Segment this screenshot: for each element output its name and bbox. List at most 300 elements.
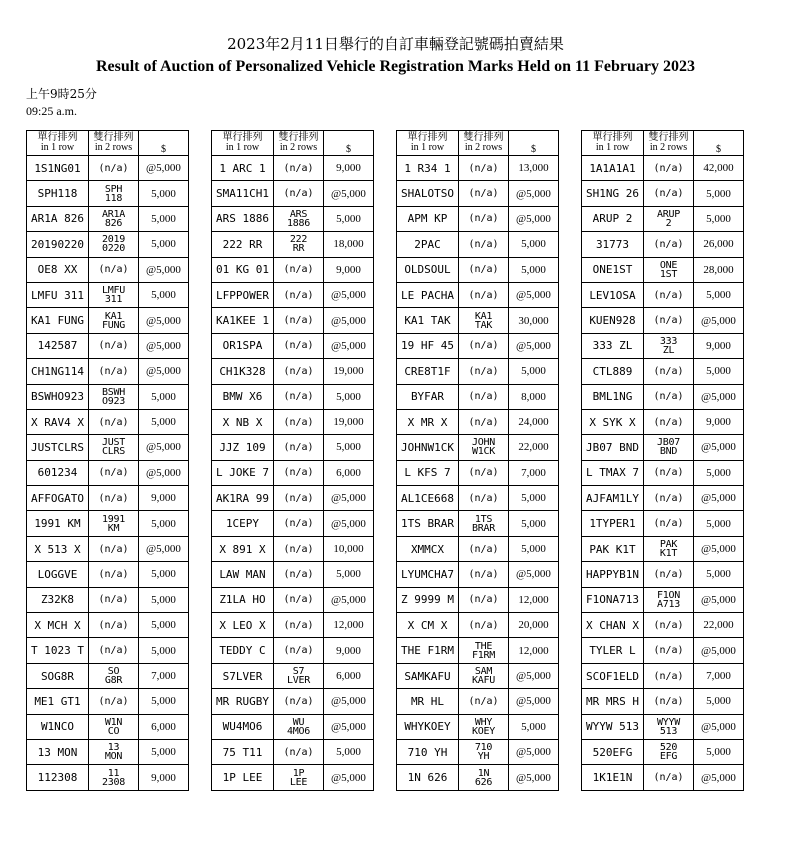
mark-line-1: 1P [292,767,305,779]
price-cell: 5,000 [509,257,559,282]
mark-two-rows: (n/a) [644,156,694,181]
mark-two-rows [89,384,139,409]
mark-one-row: X LEO X [212,613,274,638]
mark-line-1: ONE [659,259,678,271]
mark-two-rows: (n/a) [274,156,324,181]
price-cell: 7,000 [139,663,189,688]
mark-one-row: BML1NG [582,384,644,409]
mark-line-2: KOEY [472,725,495,737]
table-row [27,739,189,764]
mark-two-rows: (n/a) [459,460,509,485]
mark-one-row: LYUMCHA7 [397,562,459,587]
header-one-row [212,131,274,156]
header-two-rows-en: in 2 rows [94,142,133,153]
mark-two-rows: (n/a) [89,409,139,434]
mark-one-row: JOHNW1CK [397,435,459,460]
table-row [27,257,189,282]
mark-one-row: SAMKAFU [397,663,459,688]
price-cell: 13,000 [509,156,559,181]
mark-two-rows: (n/a) [274,613,324,638]
mark-line-1: WYYW [657,716,680,728]
mark-one-row: ARS 1886 [212,206,274,231]
table-row [212,409,374,434]
price-cell: 9,000 [139,486,189,511]
price-cell: 5,000 [324,562,374,587]
price-cell: 12,000 [509,638,559,663]
mark-two-rows [644,714,694,739]
mark-line-2: G8R [104,675,123,686]
table-row [27,282,189,307]
mark-one-row: LFPPOWER [212,282,274,307]
price-cell: @5,000 [139,257,189,282]
price-cell: @5,000 [694,714,744,739]
table-row [582,156,744,181]
header-one-row-en: in 1 row [225,142,260,153]
mark-one-row: LMFU 311 [27,282,89,307]
table-row [582,562,744,587]
mark-one-row: MR RUGBY [212,689,274,714]
mark-one-row: LE PACHA [397,282,459,307]
mark-one-row: 13 MON [27,739,89,764]
mark-one-row: 1CEPY [212,511,274,536]
mark-one-row: 1TS BRAR [397,511,459,536]
table-row [27,206,189,231]
table-row [397,409,559,434]
table-row [582,384,744,409]
mark-two-rows: (n/a) [274,435,324,460]
mark-two-rows: (n/a) [274,460,324,485]
price-cell: 5,000 [139,739,189,764]
mark-two-rows: (n/a) [89,536,139,561]
mark-two-rows: (n/a) [459,181,509,206]
mark-one-row: 31773 [582,232,644,257]
mark-line-2: W1CK [472,446,495,458]
mark-one-row: BYFAR [397,384,459,409]
mark-line-1: BSWH [102,386,125,398]
price-cell: @5,000 [139,435,189,460]
mark-two-rows: (n/a) [274,562,324,587]
table-row [212,384,374,409]
price-cell: @5,000 [694,384,744,409]
table-row [212,282,374,307]
mark-line-2: YH [477,751,490,763]
mark-two-rows: (n/a) [644,308,694,333]
mark-line-1: SPH [104,183,123,195]
table-row [397,206,559,231]
mark-one-row: Z1LA HO [212,587,274,612]
mark-line-1: 1991 [102,513,125,525]
header-price: $ [324,131,374,156]
page-title-chinese: 2023年2月11日舉行的自訂車輛登記號碼拍賣結果 [227,35,564,53]
mark-two-rows: (n/a) [644,384,694,409]
table-row [582,181,744,206]
header-one-row [582,131,644,156]
mark-one-row: AR1A 826 [27,206,89,231]
table-row [582,663,744,688]
table-row [397,232,559,257]
table-row [27,663,189,688]
mark-two-rows: (n/a) [274,181,324,206]
mark-two-rows [459,308,509,333]
table-row [212,181,374,206]
mark-two-rows: (n/a) [459,384,509,409]
price-cell: 5,000 [509,486,559,511]
mark-one-row: 112308 [27,765,89,790]
mark-two-rows [644,536,694,561]
mark-one-row: X RAV4 X [27,409,89,434]
header-two-rows [644,131,694,156]
mark-line-2: MON [104,751,123,763]
header-two-rows-en: in 2 rows [279,142,318,153]
mark-line-2: LVER [287,675,310,686]
price-cell: 10,000 [324,536,374,561]
price-cell: 5,000 [509,359,559,384]
mark-one-row: 1 R34 1 [397,156,459,181]
price-cell: @5,000 [509,689,559,714]
mark-two-rows: (n/a) [459,359,509,384]
mark-two-rows: (n/a) [459,156,509,181]
table-row [212,714,374,739]
price-cell: 5,000 [694,689,744,714]
mark-one-row: KA1KEE 1 [212,308,274,333]
mark-line-1: PAK [659,539,678,551]
mark-line-2: F1RM [472,649,495,661]
header-one-row [397,131,459,156]
table-row [212,333,374,358]
price-cell: 5,000 [139,562,189,587]
table-row [582,587,744,612]
mark-line-2: 118 [104,192,123,204]
mark-one-row: LAW MAN [212,562,274,587]
table-row [582,409,744,434]
table-row [582,308,744,333]
mark-two-rows: (n/a) [644,359,694,384]
price-cell: 24,000 [509,409,559,434]
mark-two-rows: (n/a) [459,689,509,714]
mark-two-rows: (n/a) [89,587,139,612]
mark-one-row: AJFAM1LY [582,486,644,511]
mark-two-rows: (n/a) [644,460,694,485]
table-row [27,181,189,206]
mark-line-2: ZL [662,344,675,356]
price-cell: @5,000 [694,765,744,790]
results-block-2 [211,130,374,791]
mark-one-row: 1P LEE [212,765,274,790]
mark-two-rows [89,435,139,460]
mark-two-rows: (n/a) [274,333,324,358]
mark-two-rows [274,663,324,688]
mark-line-1: 222 [289,234,308,246]
mark-one-row: AL1CE668 [397,486,459,511]
mark-line-1: JUST [102,437,125,449]
mark-line-2: O923 [102,395,125,407]
price-cell: @5,000 [139,359,189,384]
price-cell: @5,000 [324,308,374,333]
mark-two-rows: (n/a) [459,536,509,561]
price-cell: 5,000 [139,181,189,206]
mark-line-1: S7 [292,666,305,677]
mark-line-2: 4MO6 [287,725,310,737]
mark-one-row: CH1NG114 [27,359,89,384]
mark-two-rows: (n/a) [274,384,324,409]
mark-line-1: F1ON [657,589,680,601]
header-two-rows-cn: 雙行排列 [648,132,689,143]
price-cell: 6,000 [139,714,189,739]
header-two-rows-en: in 2 rows [649,142,688,153]
mark-two-rows: (n/a) [274,257,324,282]
mark-two-rows: (n/a) [274,739,324,764]
mark-line-2: TAK [474,319,493,331]
mark-line-2: 826 [104,217,123,229]
price-cell: 5,000 [694,511,744,536]
table-row [582,613,744,638]
mark-one-row: SMA11CH1 [212,181,274,206]
table-row [397,308,559,333]
mark-one-row: BMW X6 [212,384,274,409]
price-cell: 6,000 [324,663,374,688]
price-cell: 5,000 [139,638,189,663]
price-cell: 5,000 [139,613,189,638]
mark-line-2: RR [292,243,305,255]
mark-one-row: THE F1RM [397,638,459,663]
mark-line-1: KA1 [104,310,123,322]
mark-one-row: 333 ZL [582,333,644,358]
page-title-english: Result of Auction of Personalized Vehicle Registration Marks Held on 11 February 2023 [95,58,696,75]
mark-one-row: 142587 [27,333,89,358]
table-row [27,333,189,358]
table-row [397,282,559,307]
table-row [27,587,189,612]
price-cell: 5,000 [509,511,559,536]
mark-two-rows: (n/a) [89,257,139,282]
mark-two-rows: (n/a) [644,409,694,434]
mark-two-rows [459,638,509,663]
price-cell: @5,000 [509,282,559,307]
mark-one-row: CH1K328 [212,359,274,384]
mark-one-row: WU4MO6 [212,714,274,739]
mark-one-row: W1NCO [27,714,89,739]
mark-line-1: THE [474,640,493,652]
price-cell: @5,000 [509,181,559,206]
mark-one-row: X NB X [212,409,274,434]
mark-one-row: X MCH X [27,613,89,638]
price-cell: 5,000 [694,562,744,587]
mark-line-1: ARUP [657,208,680,220]
table-row [27,156,189,181]
mark-line-2: 311 [104,294,123,306]
mark-one-row: TEDDY C [212,638,274,663]
table-row [397,765,559,790]
price-cell: @5,000 [694,587,744,612]
price-cell: 7,000 [694,663,744,688]
mark-one-row: MR MRS H [582,689,644,714]
price-cell: @5,000 [324,282,374,307]
mark-two-rows: (n/a) [89,156,139,181]
mark-one-row: X MR X [397,409,459,434]
header-one-row-en: in 1 row [595,142,630,153]
price-cell: 19,000 [324,409,374,434]
mark-two-rows: (n/a) [274,689,324,714]
table-row [212,562,374,587]
mark-two-rows [459,765,509,790]
mark-two-rows: (n/a) [274,536,324,561]
mark-line-1: 710 [474,742,493,754]
table-row [27,359,189,384]
results-block-1 [26,130,189,791]
mark-one-row: OR1SPA [212,333,274,358]
table-row [582,765,744,790]
mark-two-rows [274,714,324,739]
price-cell: @5,000 [139,156,189,181]
mark-one-row: ARUP 2 [582,206,644,231]
table-row [582,511,744,536]
auction-time-english: 09:25 a.m. [26,104,77,118]
mark-one-row: 601234 [27,460,89,485]
mark-one-row: X 513 X [27,536,89,561]
header-one-row-cn: 單行排列 [222,132,263,143]
table-row [212,613,374,638]
header-one-row-en: in 1 row [40,142,75,153]
price-cell: 5,000 [139,384,189,409]
header-two-rows-cn: 雙行排列 [278,132,319,143]
table-row [397,384,559,409]
mark-one-row: BSWHO923 [27,384,89,409]
mark-two-rows: (n/a) [459,333,509,358]
mark-one-row: LEV1OSA [582,282,644,307]
table-row [212,435,374,460]
table-row [397,181,559,206]
mark-one-row: SOG8R [27,663,89,688]
mark-two-rows [89,511,139,536]
table-row [212,232,374,257]
mark-two-rows: (n/a) [89,460,139,485]
price-cell: 5,000 [694,359,744,384]
mark-line-1: 333 [659,335,678,347]
mark-two-rows [459,663,509,688]
mark-two-rows: (n/a) [274,587,324,612]
mark-two-rows: (n/a) [459,206,509,231]
mark-two-rows: (n/a) [459,486,509,511]
mark-two-rows [459,714,509,739]
price-cell: 5,000 [324,384,374,409]
price-cell: @5,000 [324,765,374,790]
mark-two-rows: (n/a) [89,359,139,384]
price-cell: 20,000 [509,613,559,638]
mark-line-1: W1N [104,716,123,728]
mark-one-row: AK1RA 99 [212,486,274,511]
price-cell: @5,000 [509,739,559,764]
price-cell: @5,000 [694,308,744,333]
mark-two-rows: (n/a) [459,562,509,587]
price-cell: 5,000 [139,282,189,307]
table-row [27,765,189,790]
table-row [582,206,744,231]
mark-two-rows [644,206,694,231]
mark-two-rows: (n/a) [459,613,509,638]
mark-line-2: BRAR [472,522,495,534]
table-row [27,232,189,257]
mark-one-row: TYLER L [582,638,644,663]
table-row [582,689,744,714]
table-row [582,714,744,739]
price-cell: 5,000 [694,739,744,764]
mark-two-rows: (n/a) [274,359,324,384]
mark-two-rows [644,739,694,764]
header-one-row-cn: 單行排列 [592,132,633,143]
header-row [582,131,744,156]
table-row [27,714,189,739]
table-row [397,460,559,485]
mark-one-row: X CM X [397,613,459,638]
price-cell: 5,000 [324,739,374,764]
mark-two-rows [89,232,139,257]
mark-two-rows: (n/a) [89,689,139,714]
mark-one-row: JJZ 109 [212,435,274,460]
mark-one-row: 1N 626 [397,765,459,790]
price-cell: @5,000 [324,714,374,739]
price-cell: 9,000 [139,765,189,790]
header-one-row [27,131,89,156]
mark-one-row: L JOKE 7 [212,460,274,485]
price-cell: 5,000 [139,206,189,231]
mark-line-1: JOHN [472,437,495,449]
auction-time-chinese: 上午9時25分 [26,87,97,101]
mark-one-row: SH1NG 26 [582,181,644,206]
table-row [397,739,559,764]
mark-two-rows [89,308,139,333]
table-row [212,257,374,282]
mark-one-row: 1991 KM [27,511,89,536]
mark-two-rows: (n/a) [459,257,509,282]
table-row [27,689,189,714]
header-two-rows [459,131,509,156]
price-cell: 8,000 [509,384,559,409]
table-row [27,409,189,434]
price-cell: @5,000 [324,486,374,511]
header-two-rows-en: in 2 rows [464,142,503,153]
price-cell: @5,000 [324,511,374,536]
mark-one-row: PAK K1T [582,536,644,561]
mark-two-rows: (n/a) [644,663,694,688]
table-row [582,232,744,257]
mark-two-rows [459,739,509,764]
price-cell: 5,000 [139,587,189,612]
price-cell: 12,000 [324,613,374,638]
table-row [582,638,744,663]
price-cell: @5,000 [139,460,189,485]
mark-two-rows: (n/a) [644,511,694,536]
mark-one-row: WHYKOEY [397,714,459,739]
price-cell: 5,000 [509,536,559,561]
mark-two-rows: (n/a) [89,638,139,663]
header-row [212,131,374,156]
table-row [397,435,559,460]
mark-two-rows: (n/a) [89,486,139,511]
mark-two-rows [274,206,324,231]
mark-line-1: ARS [289,208,308,220]
table-row [27,638,189,663]
table-row [212,206,374,231]
mark-two-rows: (n/a) [644,282,694,307]
price-cell: 30,000 [509,308,559,333]
mark-two-rows [274,765,324,790]
mark-one-row: XMMCX [397,536,459,561]
price-cell: @5,000 [509,765,559,790]
price-cell: @5,000 [324,587,374,612]
table-row [582,739,744,764]
mark-one-row: 1 ARC 1 [212,156,274,181]
price-cell: @5,000 [509,562,559,587]
